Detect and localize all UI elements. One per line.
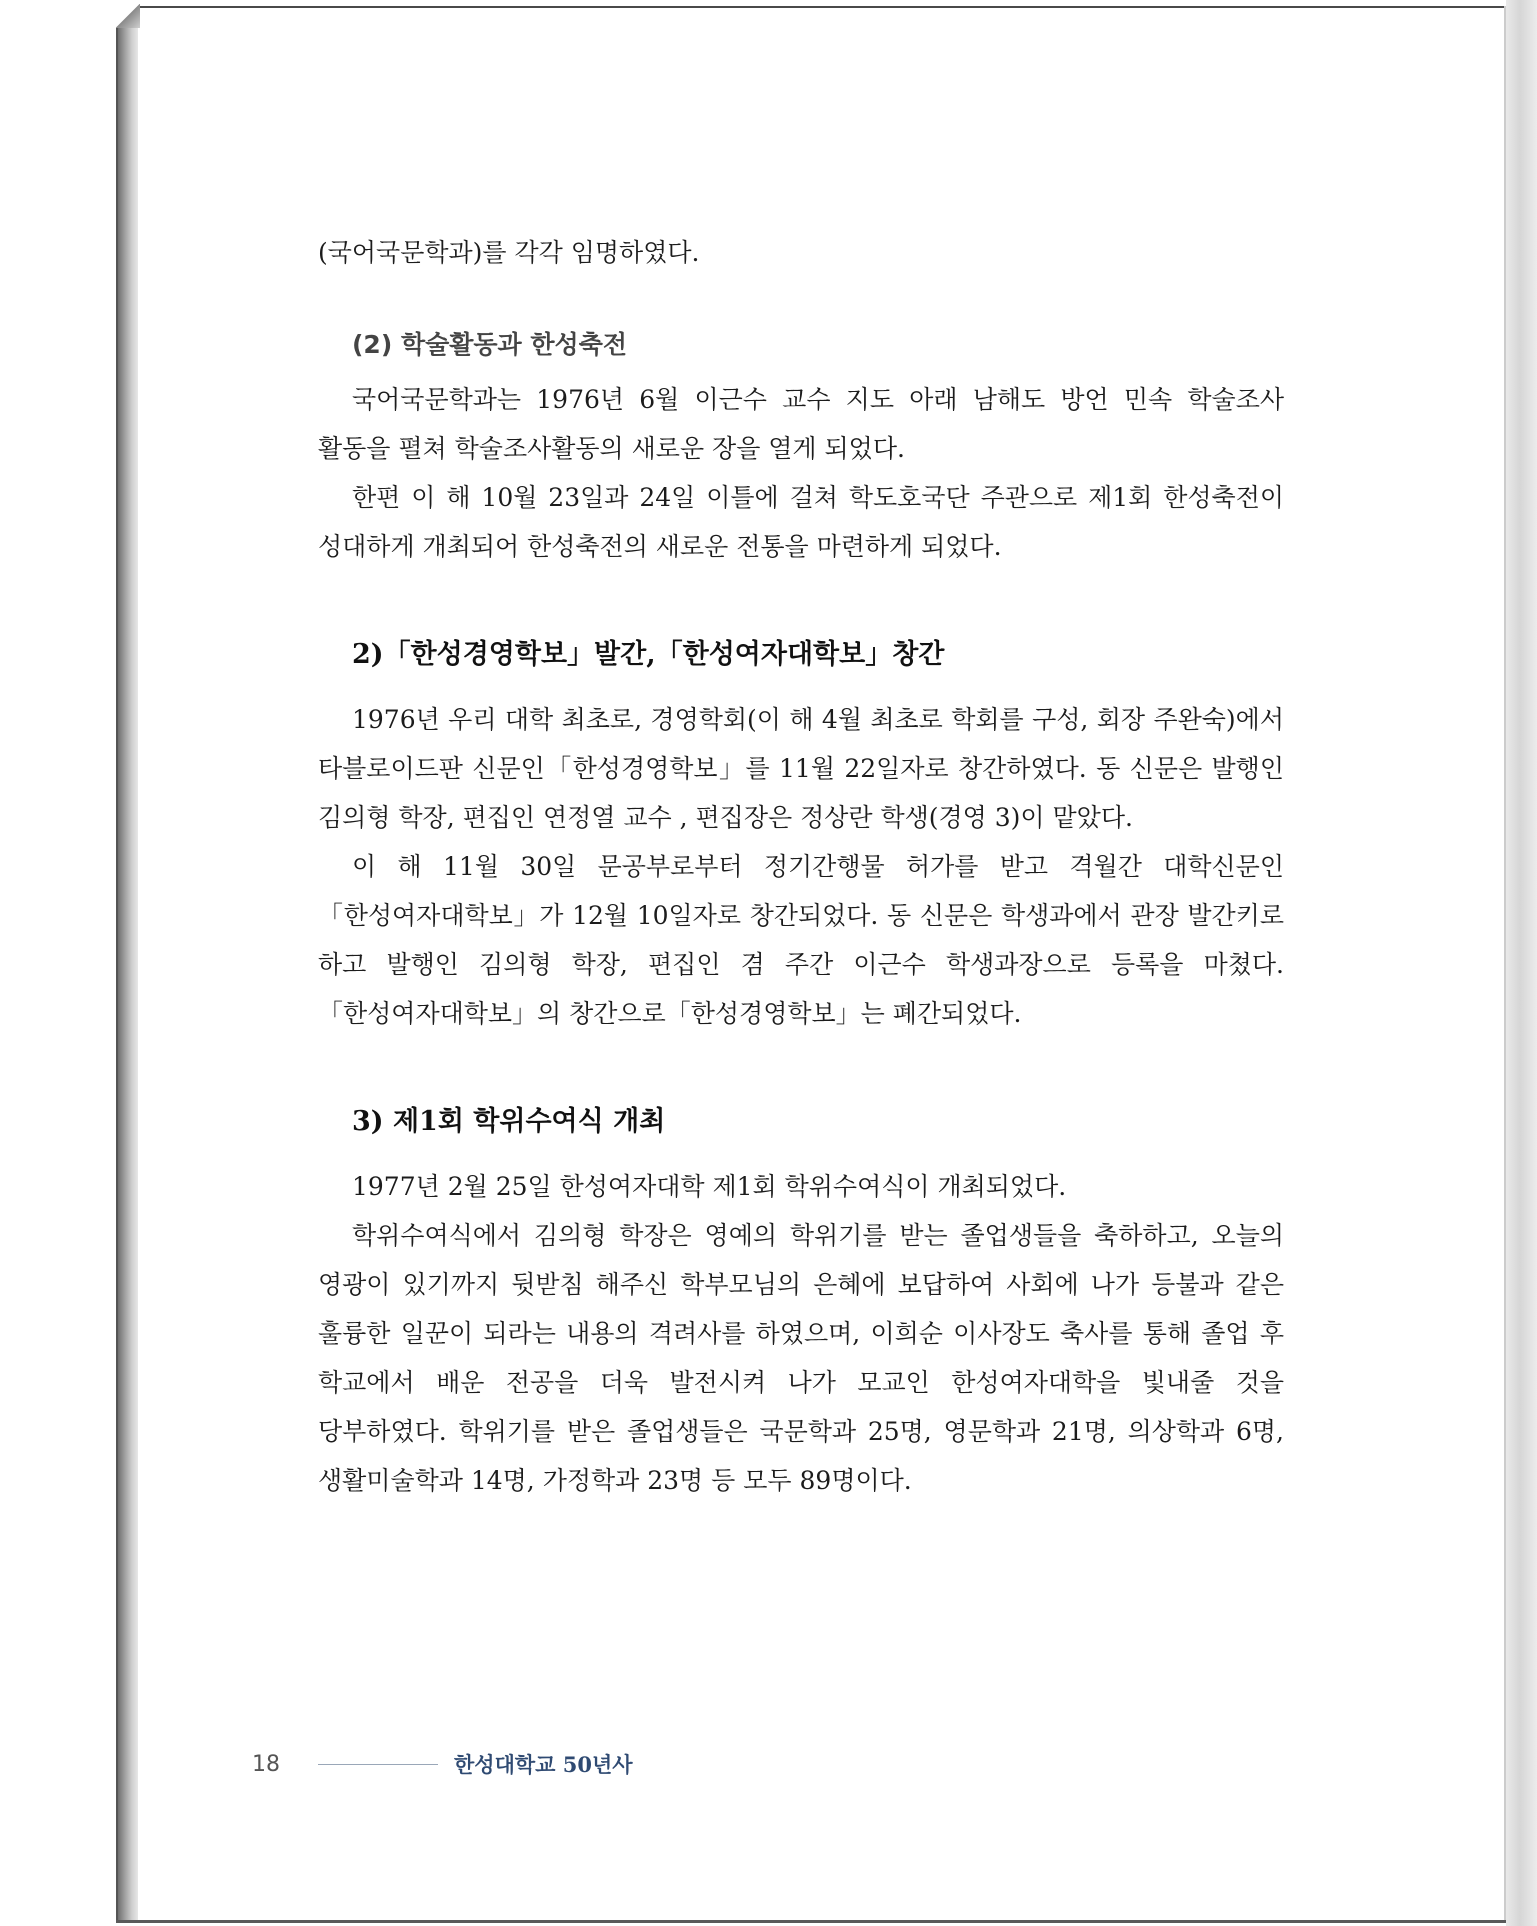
page-edge-shadow [1506, 0, 1537, 1926]
section-heading-academic: (2) 학술활동과 한성축전 [352, 330, 628, 359]
academic-paragraph-2: 한편 이 해 10월 23일과 24일 이틀에 걸쳐 학도호국단 주관으로 제1회 한성축전이 성대하게 개최되어 한성축전의 새로운 전통을 마련하게 되었다. [318, 483, 1284, 561]
intro-paragraph: (국어국문학과)를 각각 임명하였다. [318, 238, 700, 267]
page-content [318, 228, 1284, 1505]
page-border-bottom [116, 1920, 1506, 1923]
book-spine [116, 4, 138, 1922]
page-footer [252, 1746, 633, 1782]
section-heading-newspaper: 2)「한성경영학보」발간,「한성여자대학보」창간 [352, 639, 945, 670]
footer-rule [318, 1764, 438, 1765]
running-title: 한성대학교 50년사 [454, 1752, 633, 1777]
newspaper-paragraph-1: 1976년 우리 대학 최초로, 경영학회(이 해 4월 최초로 학회를 구성, 회장 주완숙)에서 타블로이드판 신문인「한성경영학보」를 11월 22일자로 창간하였다. 동 신문은 발행인 김의형 학장, 편집인 연정열 교수 , 편집장은 정상란 학생(경영 3)이 맡았다. [318, 705, 1284, 832]
section-heading-graduation: 3) 제1회 학위수여식 개최 [352, 1106, 666, 1137]
academic-paragraph-1: 국어국문학과는 1976년 6월 이근수 교수 지도 아래 남해도 방언 민속 학술조사 활동을 펼쳐 학술조사활동의 새로운 장을 열게 되었다. [318, 385, 1284, 463]
page-corner [116, 4, 140, 28]
page-border-right [1504, 6, 1506, 1922]
newspaper-paragraph-2: 이 해 11월 30일 문공부로부터 정기간행물 허가를 받고 격월간 대학신문인「한성여자대학보」가 12월 10일자로 창간되었다. 동 신문은 학생과에서 관장 발간키로 하고 발행인 김의형 학장, 편집인 겸 주간 이근수 학생과장으로 등록을 마쳤다.「한성여자대학보」의 창간으로「한성경영학보」는 폐간되었다. [318, 852, 1284, 1028]
graduation-paragraph-1: 1977년 2월 25일 한성여자대학 제1회 학위수여식이 개최되었다. [352, 1172, 1067, 1201]
graduation-paragraph-2: 학위수여식에서 김의형 학장은 영예의 학위기를 받는 졸업생들을 축하하고, 오늘의 영광이 있기까지 뒷받침 해주신 학부모님의 은혜에 보답하여 사회에 나가 등불과 같은 훌륭한 일꾼이 되라는 내용의 격려사를 하였으며, 이희순 이사장도 축사를 통해 졸업 후 학교에서 배운 전공을 더욱 발전시켜 나가 모교인 한성여자대학을 빛내줄 것을 당부하였다. 학위기를 받은 졸업생들은 국문학과 25명, 영문학과 21명, 의상학과 6명, 생활미술학과 14명, 가정학과 23명 등 모두 89명이다. [318, 1221, 1284, 1495]
page-number: 18 [252, 1751, 280, 1777]
